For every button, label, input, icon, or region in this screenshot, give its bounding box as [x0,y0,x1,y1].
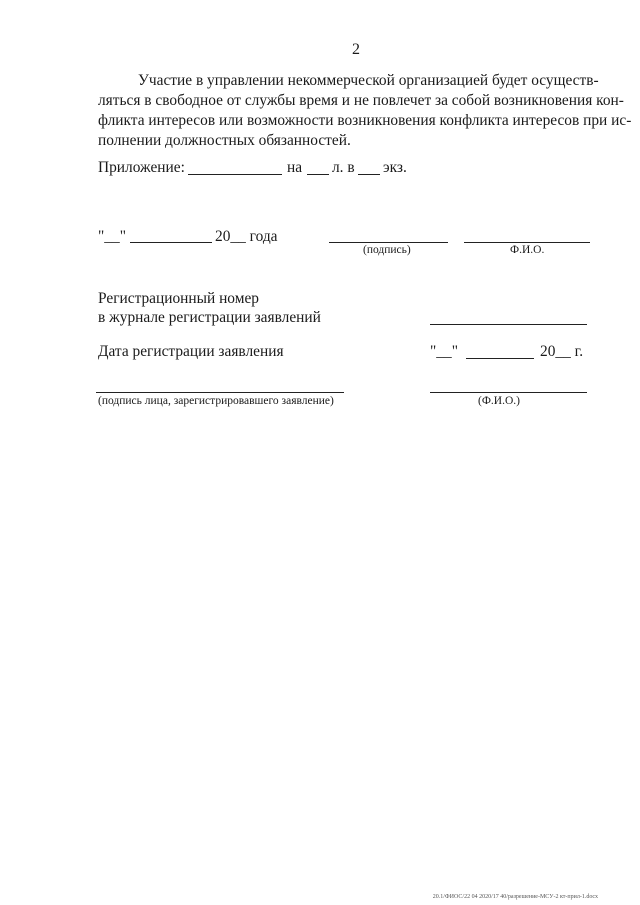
date-day-blank: __ [104,228,120,245]
registration-number-label-line1: Регистрационный номер [98,290,259,307]
attachment-copies-blank [358,174,380,175]
attachment-sheets-blank [307,174,329,175]
registration-number-label-line2: в журнале регистрации заявлений [98,309,321,326]
reg-date-suffix: г. [574,343,584,360]
reg-date-year-blank: __ [555,343,571,360]
registrar-fio-caption: (Ф.И.О.) [478,395,520,407]
paragraph-line-3: фликта интересов или возможности возникновения конфликта интересов при ис- [98,112,632,129]
registration-date-day [430,343,458,361]
date-year-blank: __ [230,228,246,245]
date-year-prefix: 20 [215,228,231,245]
reg-date-year-prefix: 20 [540,343,556,360]
applicant-fio-caption: Ф.И.О. [510,244,545,256]
applicant-signature-line [329,242,448,243]
attachment-sheets-word: л. в [332,159,355,176]
registrar-fio-line [430,392,587,393]
attachment-label: Приложение: [98,159,185,176]
registration-date-label: Дата регистрации заявления [98,343,284,360]
attachment-on-word: на [287,159,303,176]
registration-date-year [540,343,583,361]
reg-date-month-blank [466,358,534,359]
date-quote-open: " [98,228,105,245]
footer-file-path: 20.1/ФИОС/22 04 2020/17 40/разрешение-МСУ-2 кт-прил-1.docx [432,894,598,900]
date-quote-close: " [119,228,126,245]
applicant-fio-line [464,242,590,243]
paragraph-line-2: ляться в свободное от службы время и не повлечет за собой возникновения кон- [98,92,624,109]
paragraph-line-1: Участие в управлении некоммерческой организацией будет осуществ- [138,72,599,89]
registrar-signature-line [96,392,344,393]
paragraph-line-4: полнении должностных обязанностей. [98,132,351,149]
page-number: 2 [352,41,360,58]
date-year [215,228,277,246]
applicant-signature-caption: (подпись) [363,244,411,256]
registrar-signature-caption: (подпись лица, зарегистрировавшего заявление) [98,395,334,407]
attachment-title-blank [188,174,282,175]
date-month-blank [130,242,212,243]
registration-number-line [430,324,587,325]
reg-date-day-blank: __ [436,343,452,360]
applicant-date [98,228,126,246]
date-year-word: года [249,228,278,245]
reg-date-quote-close: " [451,343,458,360]
reg-date-quote-open: " [430,343,437,360]
attachment-copies-word: экз. [383,159,407,176]
